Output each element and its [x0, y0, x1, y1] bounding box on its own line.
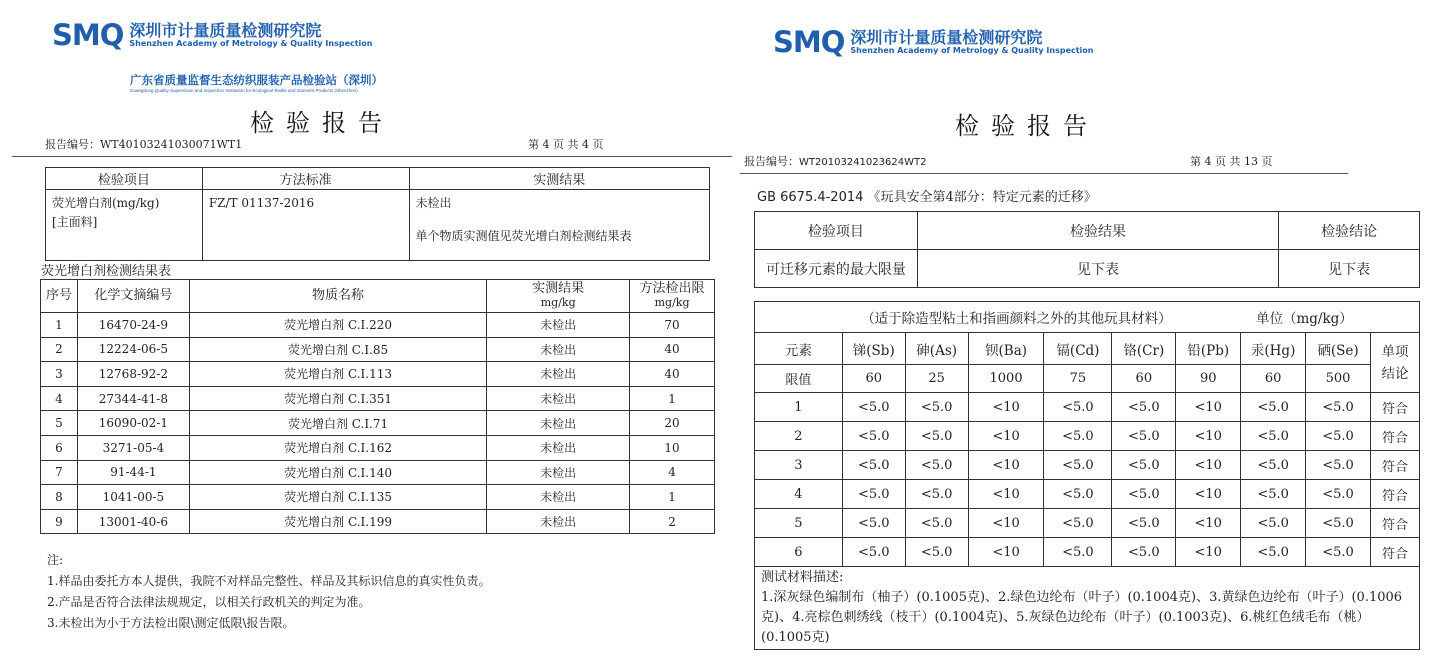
- smq-logo-right: [773, 25, 1094, 59]
- cell-element-result: <10: [1176, 538, 1241, 567]
- cell-no: 4: [41, 386, 78, 411]
- cell-no: 6: [41, 435, 78, 460]
- element-header: 铅(Pb): [1176, 333, 1241, 365]
- cell-cas: 1041-00-5: [77, 485, 189, 510]
- station-name-cn: 广东省质量监督生态纺织服装产品检验站（深圳）: [130, 73, 383, 87]
- col-header-limit-unit: mg/kg: [654, 296, 690, 309]
- smq-logo-mark: SMQ: [773, 25, 845, 59]
- standard-title: [757, 186, 1097, 205]
- cell-limit: 20: [630, 411, 715, 436]
- page-title-right: 检验报告: [955, 112, 1099, 140]
- cell-conclusion: 符合: [1370, 538, 1419, 567]
- cell-sample-no: 6: [755, 538, 843, 567]
- cell-element-result: <5.0: [1241, 538, 1306, 567]
- table-row: [755, 480, 1420, 509]
- table-row: [41, 386, 715, 411]
- cell-substance: 荧光增白剂 C.I.71: [189, 411, 486, 436]
- report-number-value: WT40103241030071WT1: [100, 138, 243, 151]
- cell-element-result: <5.0: [1306, 509, 1371, 538]
- cell-element-result: <5.0: [1044, 538, 1112, 567]
- material-desc-label: 测试材料描述:: [761, 570, 844, 585]
- cell-element-result: <5.0: [842, 538, 905, 567]
- report-number: [45, 136, 242, 152]
- cell-limit: 40: [630, 337, 715, 362]
- cell-result: 未检出: [487, 362, 630, 387]
- col-header-result: 实测结果: [409, 168, 709, 190]
- col-header-detection-limit: [630, 280, 715, 313]
- cell-element-result: <5.0: [1044, 422, 1112, 451]
- col-header-single-conclusion: 单项结论: [1370, 333, 1419, 393]
- note-line: 2.产品是否符合法律法规规定，以相关行政机关的判定为准。: [47, 595, 371, 609]
- element-header: 锑(Sb): [842, 333, 905, 365]
- cell-element-result: <5.0: [1044, 509, 1112, 538]
- cell-cas: 12768-92-2: [77, 362, 189, 387]
- cell-element-result: <10: [968, 509, 1044, 538]
- cell-element-result: <5.0: [1112, 538, 1176, 567]
- header-rule: [12, 156, 732, 157]
- result-value: 未检出: [415, 196, 452, 210]
- cell-result: 未检出: [487, 485, 630, 510]
- cell-element-result: <5.0: [842, 393, 905, 422]
- cell-element-result: <5.0: [1044, 451, 1112, 480]
- cell-element-result: <5.0: [842, 509, 905, 538]
- table-row: [755, 422, 1420, 451]
- cell-no: 9: [41, 509, 78, 534]
- cell-element-result: <5.0: [1112, 422, 1176, 451]
- table-row: [41, 509, 715, 534]
- table-row: [755, 509, 1420, 538]
- cell-no: 7: [41, 460, 78, 485]
- cell-element-result: <5.0: [842, 451, 905, 480]
- cell-element-result: <5.0: [1241, 480, 1306, 509]
- element-header: 镉(Cd): [1044, 333, 1112, 365]
- smq-logo-mark: SMQ: [52, 18, 124, 52]
- table-row: [41, 435, 715, 460]
- standard-name: 《玩具安全第4部分：特定元素的迁移》: [867, 190, 1097, 205]
- conclusion-cell: 见下表: [1279, 250, 1420, 288]
- institute-name-cn: 深圳市计量质量检测研究院: [850, 27, 1043, 47]
- cell-element-result: <5.0: [1112, 393, 1176, 422]
- cell-element-result: <5.0: [1241, 422, 1306, 451]
- element-limit: 60: [1241, 365, 1306, 393]
- page-info: 第 4 页 共 4 页: [528, 138, 604, 151]
- cell-element-result: <5.0: [1241, 509, 1306, 538]
- cell-no: 3: [41, 362, 78, 387]
- item-cell: [46, 190, 203, 261]
- station-name-en: Guangdong Quality Supervision and Inspection Institution for Ecological Textile and Garment Products (Shenzhen): [130, 88, 358, 93]
- cell-element-result: <5.0: [1044, 480, 1112, 509]
- page-info-right: 第 4 页 共 13 页: [1190, 155, 1273, 168]
- cell-conclusion: 符合: [1370, 480, 1419, 509]
- cell-cas: 16090-02-1: [77, 411, 189, 436]
- notes-label: 注:: [47, 553, 64, 567]
- condition-row: [755, 302, 1420, 333]
- cell-substance: 荧光增白剂 C.I.85: [189, 337, 486, 362]
- cell-element-result: <10: [1176, 451, 1241, 480]
- cell-sample-no: 4: [755, 480, 843, 509]
- cell-element-result: <5.0: [842, 480, 905, 509]
- cell-cas: 3271-05-4: [77, 435, 189, 460]
- cell-substance: 荧光增白剂 C.I.351: [189, 386, 486, 411]
- unit-text: 单位（mg/kg）: [1255, 311, 1353, 327]
- cell-element-result: <10: [968, 480, 1044, 509]
- material-desc-text: 1.深灰绿色编制布（柚子）(0.1005克)、2.绿色边纶布（叶子）(0.1004克)、3.黄绿色边纶布（叶子）(0.1006克)、4.亮棕色刺绣线（枝干）(0.1004克)、5.灰绿色边纶布（叶子）(0.1003克)、6.桃红色绒毛布（桃）(0.1005克): [761, 590, 1403, 645]
- conclusion-table: [754, 211, 1420, 288]
- col-header-method: 方法标准: [202, 168, 409, 190]
- cell-substance: 荧光增白剂 C.I.135: [189, 485, 486, 510]
- cell-element-result: <5.0: [905, 451, 968, 480]
- cell-no: 8: [41, 485, 78, 510]
- element-limit: 25: [905, 365, 968, 393]
- cell-element-result: <5.0: [1044, 393, 1112, 422]
- element-limit: 90: [1176, 365, 1241, 393]
- cell-limit: 10: [630, 435, 715, 460]
- cell-substance: 荧光增白剂 C.I.162: [189, 435, 486, 460]
- cell-sample-no: 3: [755, 451, 843, 480]
- cell-substance: 荧光增白剂 C.I.140: [189, 460, 486, 485]
- cell-limit: 2: [630, 509, 715, 534]
- cell-element-result: <5.0: [1306, 393, 1371, 422]
- table-row: [41, 411, 715, 436]
- notes-block: [47, 550, 490, 634]
- material-description: [754, 565, 1420, 650]
- cell-element-result: <5.0: [1306, 480, 1371, 509]
- element-header: 钡(Ba): [968, 333, 1044, 365]
- result-note: 单个物质实测值见荧光增白剂检测结果表: [415, 229, 632, 243]
- cell-conclusion: 符合: [1370, 422, 1419, 451]
- col-header-measured-label: 实测结果: [532, 281, 585, 296]
- condition-text: （适于除造型粘土和指画颜料之外的其他玩具材料）: [861, 311, 1172, 327]
- cell-element-result: <5.0: [1306, 451, 1371, 480]
- cell-substance: 荧光增白剂 C.I.199: [189, 509, 486, 534]
- cell-conclusion: 符合: [1370, 451, 1419, 480]
- element-limit: 500: [1306, 365, 1371, 393]
- cell-cas: 27344-41-8: [77, 386, 189, 411]
- cell-element-result: <5.0: [1112, 451, 1176, 480]
- cell-result: 未检出: [487, 313, 630, 338]
- cell-no: 1: [41, 313, 78, 338]
- cell-element-result: <5.0: [1112, 509, 1176, 538]
- cell-limit: 70: [630, 313, 715, 338]
- col-header-substance: 物质名称: [189, 280, 486, 313]
- smq-logo: [52, 18, 373, 52]
- cell-result: 未检出: [487, 411, 630, 436]
- result-cell: 见下表: [917, 250, 1278, 288]
- fwa-results-table: [40, 279, 715, 534]
- cell-substance: 荧光增白剂 C.I.220: [189, 313, 486, 338]
- cell-element-result: <10: [968, 538, 1044, 567]
- cell-sample-no: 2: [755, 422, 843, 451]
- table-row: [755, 538, 1420, 567]
- report-number-label: 报告编号：: [45, 138, 100, 151]
- note-line: 1.样品由委托方本人提供，我院不对样品完整性、样品及其标识信息的真实性负责。: [47, 574, 491, 588]
- cell-element-result: <10: [1176, 422, 1241, 451]
- element-limit: 1000: [968, 365, 1044, 393]
- element-header: 汞(Hg): [1241, 333, 1306, 365]
- cell-element-result: <5.0: [905, 538, 968, 567]
- cell-limit: 1: [630, 386, 715, 411]
- cell-result: 未检出: [487, 386, 630, 411]
- cell-element-result: <10: [1176, 393, 1241, 422]
- col-header-no: 序号: [41, 280, 78, 313]
- cell-conclusion: 符合: [1370, 509, 1419, 538]
- item-cell: 可迁移元素的最大限量: [755, 250, 918, 288]
- cell-element-result: <5.0: [1306, 538, 1371, 567]
- cell-cas: 13001-40-6: [77, 509, 189, 534]
- note-line: 3.未检出为小于方法检出限\测定低限\报告限。: [47, 616, 295, 630]
- cell-no: 2: [41, 337, 78, 362]
- cell-element-result: <10: [968, 422, 1044, 451]
- cell-element-result: <10: [968, 451, 1044, 480]
- report-number-value: WT20103241023624WT2: [799, 157, 927, 168]
- cell-element-result: <5.0: [1306, 422, 1371, 451]
- cell-element-result: <5.0: [1112, 480, 1176, 509]
- element-limit: 75: [1044, 365, 1112, 393]
- table-row: [41, 485, 715, 510]
- col-header-result: 检验结果: [917, 212, 1278, 250]
- cell-cas: 16470-24-9: [77, 313, 189, 338]
- cell-result: 未检出: [487, 460, 630, 485]
- element-header: 硒(Se): [1306, 333, 1371, 365]
- table-row: [41, 313, 715, 338]
- cell-sample-no: 5: [755, 509, 843, 538]
- institute-name-cn: 深圳市计量质量检测研究院: [129, 20, 322, 40]
- cell-no: 5: [41, 411, 78, 436]
- table-row: [41, 337, 715, 362]
- cell-element-result: <5.0: [905, 393, 968, 422]
- cell-result: 未检出: [487, 337, 630, 362]
- cell-element-result: <5.0: [1241, 393, 1306, 422]
- element-limit: 60: [842, 365, 905, 393]
- table-row: [41, 362, 715, 387]
- cell-result: 未检出: [487, 435, 630, 460]
- page-title: 检验报告: [250, 109, 394, 137]
- cell-limit: 40: [630, 362, 715, 387]
- cell-element-result: <10: [968, 393, 1044, 422]
- result-cell: [409, 190, 709, 261]
- item-part: [主面料]: [52, 215, 98, 229]
- element-limit: 60: [1112, 365, 1176, 393]
- cell-element-result: <5.0: [842, 422, 905, 451]
- item-name: 荧光增白剂(mg/kg): [52, 196, 160, 210]
- cell-substance: 荧光增白剂 C.I.113: [189, 362, 486, 387]
- col-header-cas: 化学文摘编号: [77, 280, 189, 313]
- cell-element-result: <5.0: [1241, 451, 1306, 480]
- standard-code: GB 6675.4-2014: [757, 190, 864, 205]
- col-header-item: 检验项目: [46, 168, 203, 190]
- header-rule-right: [740, 173, 1348, 174]
- cell-cas: 91-44-1: [77, 460, 189, 485]
- element-migration-table: [754, 301, 1420, 567]
- cell-limit: 1: [630, 485, 715, 510]
- col-header-measured-unit: mg/kg: [540, 296, 576, 309]
- cell-element-result: <5.0: [905, 422, 968, 451]
- row-header-limit: 限值: [755, 365, 843, 393]
- fwa-table-title: 荧光增白剂检测结果表: [41, 264, 172, 279]
- cell-result: 未检出: [487, 509, 630, 534]
- col-header-conclusion: 检验结论: [1279, 212, 1420, 250]
- report-number-label: 报告编号：: [744, 155, 799, 168]
- report-number-right: [744, 153, 926, 169]
- table-row: [41, 460, 715, 485]
- element-header: 铬(Cr): [1112, 333, 1176, 365]
- col-header-item: 检验项目: [755, 212, 918, 250]
- cell-element-result: <5.0: [905, 480, 968, 509]
- method-cell: FZ/T 01137-2016: [202, 190, 409, 261]
- cell-element-result: <10: [1176, 509, 1241, 538]
- inspection-item-table: [45, 167, 710, 261]
- institute-name-en: Shenzhen Academy of Metrology & Quality Inspection: [129, 38, 373, 48]
- row-header-element: 元素: [755, 333, 843, 365]
- cell-element-result: <10: [1176, 480, 1241, 509]
- institute-name-en: Shenzhen Academy of Metrology & Quality Inspection: [850, 45, 1094, 55]
- element-header: 砷(As): [905, 333, 968, 365]
- table-row: [755, 451, 1420, 480]
- cell-sample-no: 1: [755, 393, 843, 422]
- cell-limit: 4: [630, 460, 715, 485]
- table-row: [755, 393, 1420, 422]
- cell-cas: 12224-06-5: [77, 337, 189, 362]
- col-header-limit-label: 方法检出限: [639, 281, 705, 296]
- cell-conclusion: 符合: [1370, 393, 1419, 422]
- cell-element-result: <5.0: [905, 509, 968, 538]
- col-header-measured: [487, 280, 630, 313]
